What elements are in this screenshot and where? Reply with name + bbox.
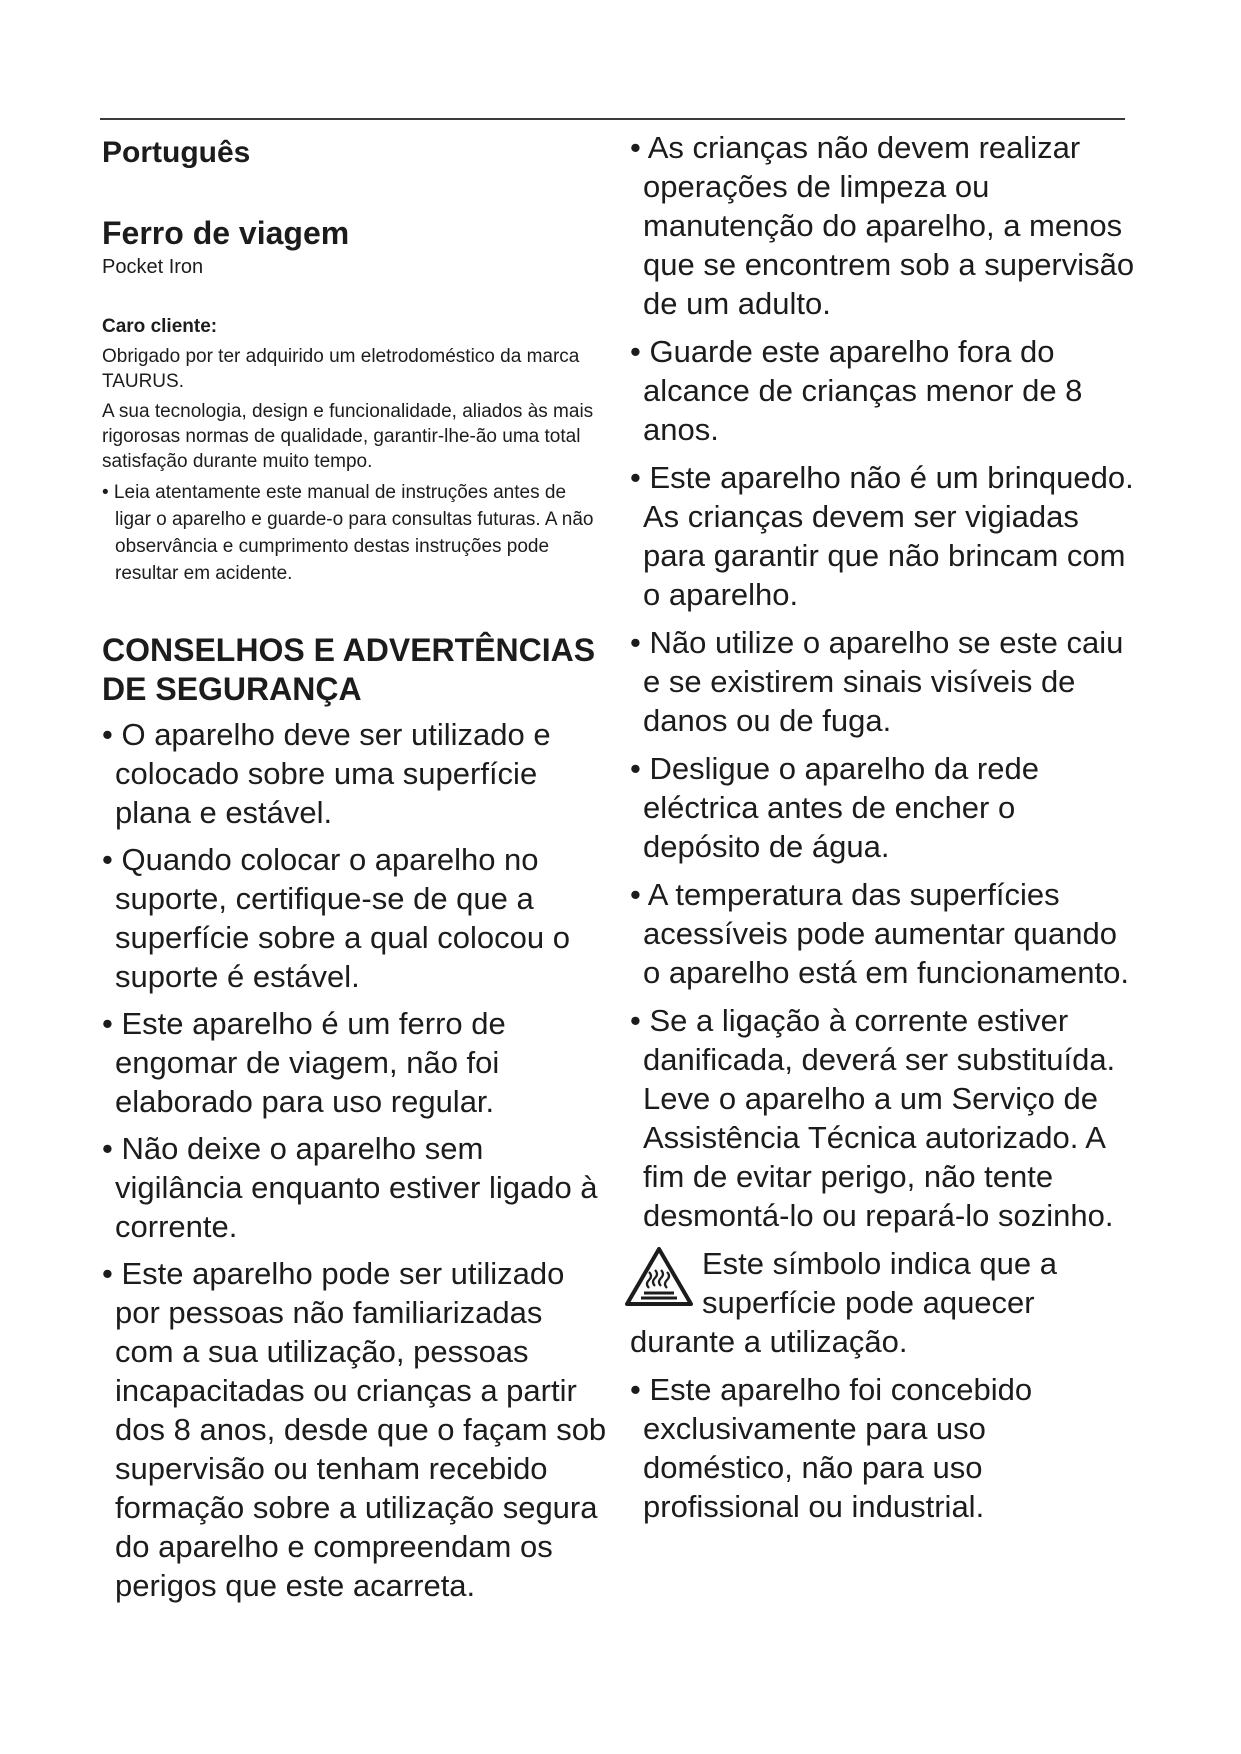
hot-surface-warning-icon (624, 1246, 694, 1308)
safety-list-left (102, 715, 607, 1605)
language-heading: Português (102, 136, 251, 169)
product-subtitle: Pocket Iron (102, 256, 204, 278)
safety-list-right (630, 128, 1140, 1235)
intro-bullet: • Leia atentamente este manual de instruções antes de ligar o aparelho e guarde-o para consultas futuras. A não observância e cumprimento destas instruções pode resultar em acidente. (102, 482, 594, 584)
greeting: Caro cliente: (102, 316, 218, 337)
hot-surface-text: Este símbolo indica que a superfície pode aquecer durante a utilização. (630, 1246, 1057, 1359)
right-column (630, 128, 1140, 1535)
safety-item: • Não utilize o aparelho se este caiu e se existirem sinais visíveis de danos ou de fuga. (630, 625, 1124, 738)
safety-heading: CONSELHOS E ADVERTÊNCIAS DE SEGURANÇA (102, 632, 596, 707)
hot-surface-note (630, 1244, 1140, 1361)
safety-list-final (630, 1370, 1140, 1526)
safety-item: • Desligue o aparelho da rede eléctrica antes de encher o depósito de água. (630, 751, 1039, 864)
safety-item: • O aparelho deve ser utilizado e colocado sobre uma superfície plana e estável. (102, 717, 551, 830)
safety-item: • Este aparelho não é um brinquedo. As crianças devem ser vigiadas para garantir que não brincam com o aparelho. (630, 460, 1134, 612)
intro-paragraph: Obrigado por ter adquirido um eletrodoméstico da marca TAURUS. (102, 346, 580, 392)
safety-item: • Não deixe o aparelho sem vigilância enquanto estiver ligado à corrente. (102, 1131, 598, 1244)
safety-item: • Quando colocar o aparelho no suporte, certifique-se de que a superfície sobre a qual colocou o suporte é estável. (102, 842, 570, 994)
safety-item: • Este aparelho pode ser utilizado por pessoas não familiarizadas com a sua utilização, pessoas incapacitadas ou crianças a partir dos 8 anos, desde que o façam sob supervisão ou tenham recebido formação sobre a utilização segura do aparelho e compreendam os perigos que este acarreta. (102, 1256, 607, 1603)
safety-item: • Se a ligação à corrente estiver danificada, deverá ser substituída. Leve o aparelho a um Serviço de Assistência Técnica autorizado. A fim de evitar perigo, não tente desmontá-lo ou repará-lo sozinho. (630, 1003, 1116, 1233)
intro-paragraph: A sua tecnologia, design e funcionalidade, aliados às mais rigorosas normas de qualidade, garantir-lhe-ão uma total satisfação durante muito tempo. (102, 401, 594, 472)
product-title: Ferro de viagem (102, 215, 350, 251)
safety-item: • Guarde este aparelho fora do alcance de crianças menor de 8 anos. (630, 334, 1083, 447)
safety-item: • A temperatura das superfícies acessíveis pode aumentar quando o aparelho está em funcionamento. (630, 877, 1129, 990)
safety-item: • Este aparelho foi concebido exclusivamente para uso doméstico, não para uso profissional ou industrial. (630, 1372, 1033, 1524)
header-rule (100, 118, 1125, 120)
safety-item: • As crianças não devem realizar operações de limpeza ou manutenção do aparelho, a menos que se encontrem sob a supervisão de um adulto. (630, 130, 1135, 321)
left-column (102, 128, 607, 1613)
safety-item: • Este aparelho é um ferro de engomar de viagem, não foi elaborado para uso regular. (102, 1006, 506, 1119)
